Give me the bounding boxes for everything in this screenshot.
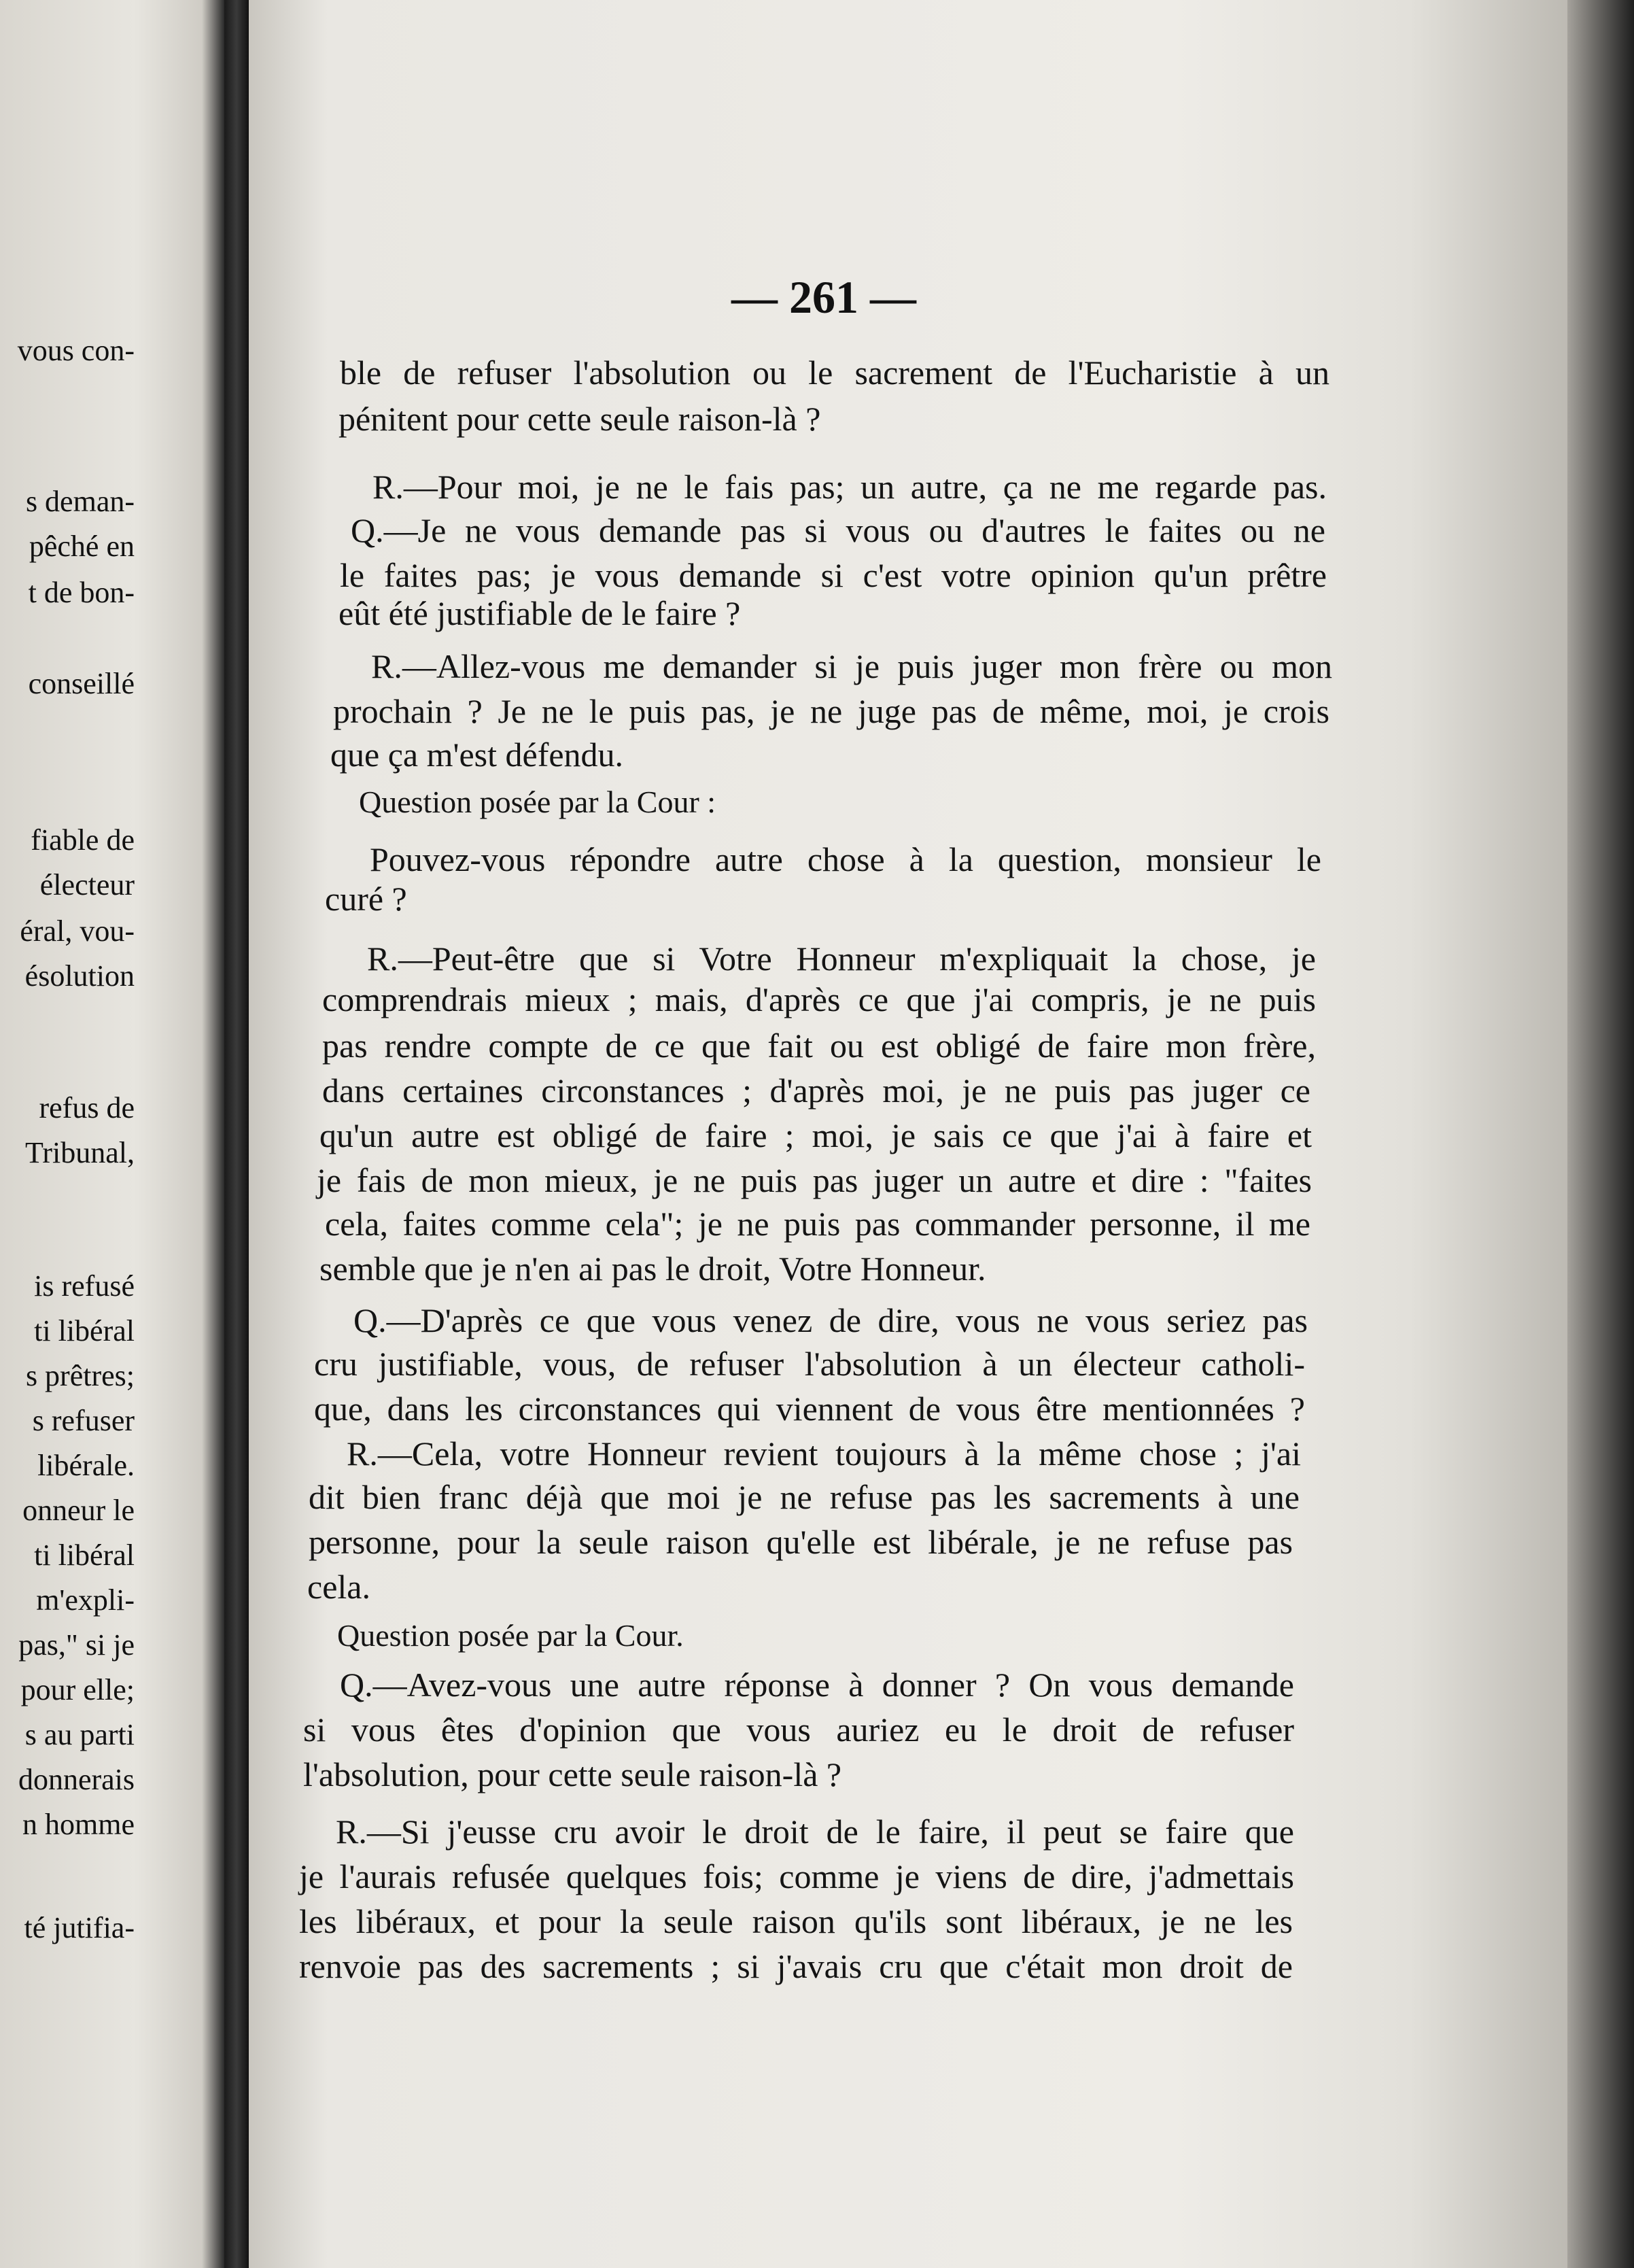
left-page-fragment: vous con- — [17, 334, 135, 367]
left-page-fragment: onneur le — [22, 1494, 135, 1527]
text-line: personne, pour la seule raison qu'elle est libérale, je ne refuse pas — [309, 1523, 1293, 1561]
text-line: si vous êtes d'opinion que vous auriez eu le droit de refuser — [303, 1711, 1294, 1749]
text-line: eût été justifiable de le faire ? — [338, 594, 741, 632]
left-page-fragment: donnerais — [18, 1763, 135, 1796]
left-page-fragment: is refusé — [34, 1269, 135, 1303]
left-page-fragment: s refuser — [32, 1404, 135, 1437]
text-line: R.—Cela, votre Honneur revient toujours à la même chose ; j'ai — [347, 1434, 1301, 1473]
left-page-fragment: té jutifia- — [24, 1911, 135, 1944]
text-line: comprendrais mieux ; mais, d'après ce que j'ai compris, je ne puis — [322, 980, 1316, 1018]
left-page-fragment: ti libéral — [34, 1314, 135, 1347]
text-line: je l'aurais refusée quelques fois; comme je viens de dire, j'admettais — [299, 1857, 1294, 1895]
text-line: Q.—Je ne vous demande pas si vous ou d'autres le faites ou ne — [351, 511, 1325, 549]
left-page-fragment: libérale. — [37, 1449, 135, 1482]
text-line: Pouvez-vous répondre autre chose à la question, monsieur le — [370, 840, 1321, 878]
text-line: cela. — [307, 1568, 370, 1606]
left-page-fragment: pour elle; — [20, 1673, 135, 1706]
text-line: je fais de mon mieux, je ne puis pas juger un autre et dire : "faites — [317, 1161, 1312, 1199]
left-page-fragment: s prêtres; — [25, 1359, 135, 1392]
left-page-fragment: s au parti — [24, 1718, 135, 1751]
text-line: que ça m'est défendu. — [330, 736, 624, 774]
left-page-fragment: refus de — [39, 1091, 135, 1124]
text-line: R.—Peut-être que si Votre Honneur m'expliquait la chose, je — [367, 940, 1316, 978]
text-line: que, dans les circonstances qui viennent de vous être mentionnées ? — [314, 1390, 1305, 1428]
text-line: les libéraux, et pour la seule raison qu'ils sont libéraux, je ne les — [299, 1902, 1293, 1940]
left-page-fragment: pas," si je — [18, 1628, 135, 1662]
text-line: curé ? — [325, 880, 407, 918]
left-page-fragment: ti libéral — [34, 1539, 135, 1572]
left-page-fragment: éral, vou- — [20, 914, 135, 948]
text-line: qu'un autre est obligé de faire ; moi, je sais ce que j'ai à faire et — [319, 1116, 1312, 1154]
text-line: pas rendre compte de ce que fait ou est obligé de faire mon frère, — [322, 1027, 1316, 1065]
left-page-fragment: fiable de — [31, 823, 135, 857]
page-edge-shadow — [1567, 0, 1634, 2268]
text-line: prochain ? Je ne le puis pas, je ne juge pas de même, moi, je crois — [333, 692, 1329, 730]
text-line: le faites pas; je vous demande si c'est votre opinion qu'un prêtre — [340, 556, 1327, 594]
book-gutter — [224, 0, 249, 2268]
left-page-fragment: ésolution — [24, 959, 135, 993]
text-line: l'absolution, pour cette seule raison-là ? — [303, 1755, 842, 1793]
left-page-fragment: Tribunal, — [25, 1136, 135, 1169]
left-page-fragment: n homme — [22, 1808, 135, 1841]
text-line: R.—Allez-vous me demander si je puis juger mon frère ou mon — [371, 647, 1332, 685]
left-page-fragment: s deman- — [25, 485, 135, 518]
text-line: ble de refuser l'absolution ou le sacrement de l'Eucharistie à un — [340, 354, 1329, 392]
text-line: cru justifiable, vous, de refuser l'absolution à un électeur catholi- — [314, 1345, 1305, 1383]
text-line: Q.—D'après ce que vous venez de dire, vous ne vous seriez pas — [353, 1301, 1308, 1339]
left-page-fragment: conseillé — [28, 667, 135, 700]
left-page-fragment: t de bon- — [28, 576, 135, 609]
text-line: Q.—Avez-vous une autre réponse à donner ? On vous demande — [340, 1666, 1294, 1704]
text-line: dit bien franc déjà que moi je ne refuse pas les sacrements à une — [309, 1478, 1300, 1516]
text-line: pénitent pour cette seule raison-là ? — [338, 400, 821, 438]
text-line: semble que je n'en ai pas le droit, Votre Honneur. — [319, 1250, 986, 1288]
text-line: Question posée par la Cour. — [337, 1618, 684, 1653]
text-line: R.—Si j'eusse cru avoir le droit de le faire, il peut se faire que — [336, 1812, 1294, 1851]
text-line: renvoie pas des sacrements ; si j'avais cru que c'était mon droit de — [299, 1947, 1293, 1985]
page-number: — 261 — — [731, 271, 916, 323]
text-line: R.—Pour moi, je ne le fais pas; un autre, ça ne me regarde pas. — [372, 468, 1327, 506]
left-page-fragment: pêché en — [29, 530, 135, 563]
left-page — [0, 0, 224, 2268]
left-page-fragment: m'expli- — [36, 1583, 135, 1617]
text-line: cela, faites comme cela"; je ne puis pas commander personne, il me — [325, 1205, 1310, 1243]
left-page-fragment: électeur — [39, 868, 135, 901]
text-line: dans certaines circonstances ; d'après moi, je ne puis pas juger ce — [322, 1071, 1310, 1110]
text-line: Question posée par la Cour : — [359, 785, 716, 819]
